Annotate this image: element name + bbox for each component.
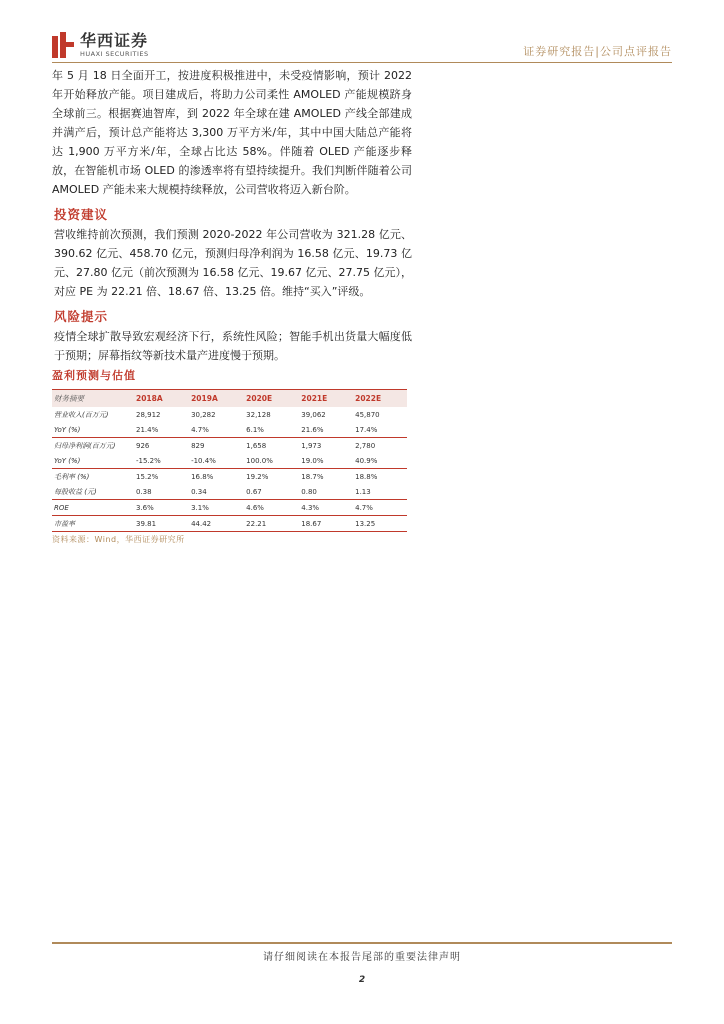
table-row (52, 453, 407, 469)
table-header-cell: 财务摘要 (52, 390, 134, 408)
table-cell: 39,062 (301, 410, 326, 419)
table-row (52, 438, 407, 454)
table-row (52, 484, 407, 500)
company-logo (52, 32, 149, 58)
table-cell: 40.9% (355, 456, 378, 465)
table-cell: 4.3% (299, 500, 353, 516)
table-cell: 18.7% (299, 469, 353, 485)
table-row (52, 500, 407, 516)
table-cell: YoY (%) (54, 456, 81, 465)
section-title-investment: 投资建议 (54, 207, 109, 222)
table-cell: 22.21 (244, 516, 299, 532)
main-content (52, 66, 412, 545)
table-cell: 19.2% (244, 469, 299, 485)
table-cell: 44.42 (189, 516, 244, 532)
table-cell: -10.4% (191, 456, 216, 465)
table-cell: 0.34 (191, 487, 207, 496)
table-row (52, 422, 407, 438)
table-header-row (52, 390, 407, 408)
table-cell: 3.6% (134, 500, 189, 516)
table-header-cell: 2022E (353, 390, 407, 408)
table-cell: 15.2% (134, 469, 189, 485)
table-cell: -15.2% (136, 456, 161, 465)
table-title: 盈利预测与估值 (52, 369, 136, 382)
table-cell: 营业收入(百万元) (54, 410, 109, 419)
table-cell: 2,780 (353, 438, 407, 454)
paragraph-investment: 营收维持前次预测，我们预测 2020-2022 年公司营收为 321.28 亿元、390.62 亿元、458.70 亿元，预测归母净利润为 16.58 亿元、19.73 亿元、27.80 亿元（前次预测为 16.58 亿元、19.67 亿元、27.75 亿元），对应 PE 为 22.21 倍、18.67 倍、13.25 倍。维持“买入”评级。 (54, 228, 412, 298)
table-header-cell: 2021E (299, 390, 353, 408)
logo-name-cn: 华西证券 (80, 31, 149, 50)
table-cell: 0.67 (246, 487, 262, 496)
table-source: 资料来源：Wind，华西证券研究所 (52, 535, 185, 544)
table-cell: 19.0% (301, 456, 324, 465)
table-cell: 18.8% (353, 469, 407, 485)
table-cell: 1,973 (299, 438, 353, 454)
table-cell: 13.25 (353, 516, 407, 532)
table-cell: 毛利率 (%) (52, 469, 134, 485)
legal-disclaimer: 请仔细阅读在本报告尾部的重要法律声明 (263, 952, 461, 963)
report-type: 证券研究报告|公司点评报告 (523, 45, 672, 58)
table-cell: 829 (189, 438, 244, 454)
section-title-risk: 风险提示 (54, 309, 109, 324)
table-header-cell: 2020E (244, 390, 299, 408)
table-header-cell: 2019A (189, 390, 244, 408)
table-cell: 1,658 (244, 438, 299, 454)
table-cell: 45,870 (355, 410, 380, 419)
logo-name-en: HUAXI SECURITIES (80, 50, 149, 58)
table-header-cell: 2018A (134, 390, 189, 408)
table-row (52, 407, 407, 422)
table-cell: 6.1% (246, 425, 264, 434)
logo-icon (52, 32, 74, 58)
table-row (52, 516, 407, 532)
table-cell: 每股收益 (元) (54, 487, 97, 496)
page-number: 2 (358, 975, 366, 985)
table-cell: 1.13 (355, 487, 371, 496)
table-cell: 0.80 (301, 487, 317, 496)
paragraph-risk: 疫情全球扩散导致宏观经济下行，系统性风险；智能手机出货量大幅度低于预期；屏幕指纹等新技术量产进度慢于预期。 (54, 330, 412, 362)
table-cell: 3.1% (189, 500, 244, 516)
table-cell: 4.6% (244, 500, 299, 516)
table-cell: 17.4% (355, 425, 378, 434)
table-cell: 39.81 (134, 516, 189, 532)
header-divider (52, 62, 672, 63)
table-cell: 市盈率 (52, 516, 134, 532)
table-cell: 4.7% (353, 500, 407, 516)
table-row (52, 469, 407, 485)
table-cell: YoY (%) (54, 425, 81, 434)
table-cell: 30,282 (191, 410, 216, 419)
table-cell: 21.4% (136, 425, 159, 434)
table-cell: 18.67 (299, 516, 353, 532)
table-cell: 21.6% (301, 425, 324, 434)
table-cell: 4.7% (191, 425, 209, 434)
table-cell: 32,128 (246, 410, 271, 419)
forecast-table (52, 389, 407, 532)
paragraph-capacity: 年 5 月 18 日全面开工，按进度积极推进中，未受疫情影响，预计 2022 年开始释放产能。项目建成后，将助力公司柔性 AMOLED 产能规模跻身全球前三。根据赛迪智库，到 2022 年全球在建 AMOLED 产线全部建成并满产后，预计总产能将达 3,300 万平方米/年，其中中国大陆总产能将达 1,900 万平方米/年，全球占比达 58%。伴随着 OLED 产能逐步释放，在智能机市场 OLED 的渗透率将有望持续提升。我们判断伴随着公司 AMOLED 产能未来大规模持续释放，公司营收将迈入新台阶。 (52, 69, 412, 196)
footer-divider (52, 942, 672, 944)
table-cell: 100.0% (246, 456, 273, 465)
table-cell: 16.8% (189, 469, 244, 485)
table-cell: 0.38 (136, 487, 152, 496)
table-cell: ROE (52, 500, 134, 516)
table-cell: 926 (134, 438, 189, 454)
table-cell: 28,912 (136, 410, 161, 419)
table-cell: 归母净利润(百万元) (52, 438, 134, 454)
